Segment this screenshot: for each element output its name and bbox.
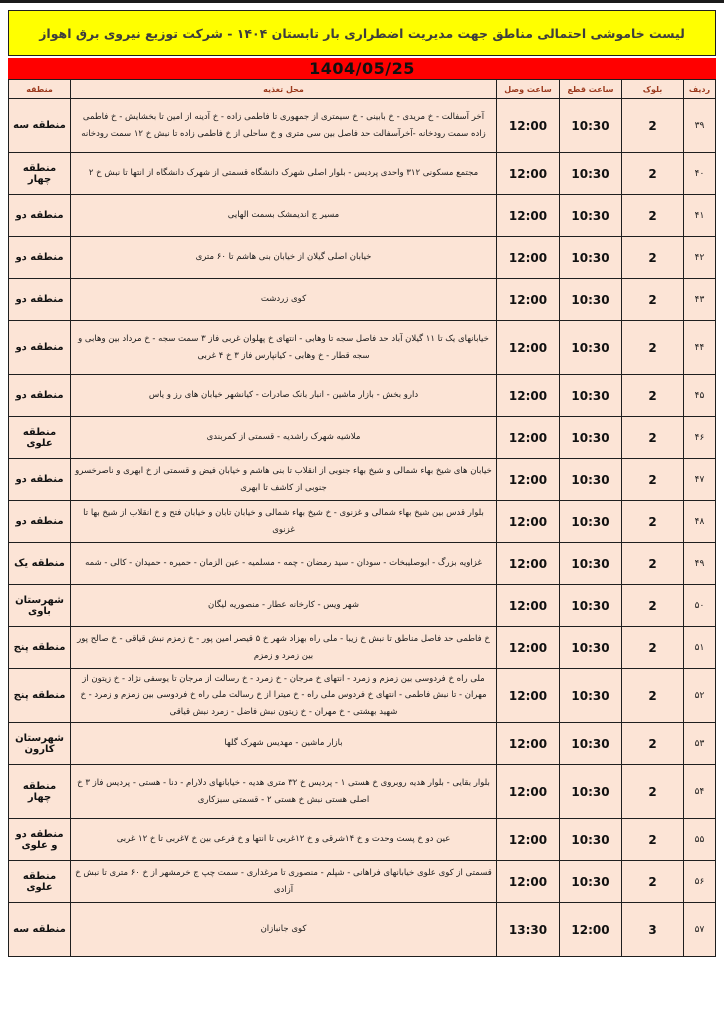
cell-cut-time: 10:30 — [560, 417, 622, 459]
table-row — [9, 279, 716, 321]
cell-restore-time: 12:00 — [497, 195, 560, 237]
cell-restore-time: 12:00 — [497, 375, 560, 417]
cell-row-number: ۵۴ — [684, 765, 716, 819]
cell-restore-time: 12:00 — [497, 459, 560, 501]
cell-region: منطقه پنج — [9, 627, 71, 669]
cell-block: 2 — [622, 723, 684, 765]
cell-row-number: ۴۷ — [684, 459, 716, 501]
cell-restore-time: 12:00 — [497, 669, 560, 723]
cell-row-number: ۴۱ — [684, 195, 716, 237]
cell-restore-time: 12:00 — [497, 585, 560, 627]
cell-region: منطقه یک — [9, 543, 71, 585]
cell-location: قسمتی از کوی علوی خیابانهای فراهانی - شپلم - منصوری تا مرغداری - سمت چپ ج خرمشهر از خ ۶۰ متری تا نبش خ آزادی — [71, 861, 497, 903]
cell-location: کوی جانبازان — [71, 903, 497, 957]
cell-block: 2 — [622, 459, 684, 501]
cell-location: مجتمع مسکونی ۳۱۲ واحدی پردیس - بلوار اصلی شهرک دانشگاه قسمتی از شهرک دانشگاه از انتها تا نبش خ ۲ — [71, 153, 497, 195]
cell-region: منطقه دو — [9, 459, 71, 501]
header-region: منطقه — [9, 80, 71, 99]
cell-region: منطقه دو — [9, 375, 71, 417]
table-row — [9, 723, 716, 765]
cell-location: مسیر ج اندیمشک بسمت الهایی — [71, 195, 497, 237]
cell-location: ملاشیه شهرک راشدیه - قسمتی از کمربندی — [71, 417, 497, 459]
cell-block: 2 — [622, 669, 684, 723]
cell-region: منطقه دو — [9, 195, 71, 237]
cell-region: منطقه علوی — [9, 417, 71, 459]
cell-restore-time: 12:00 — [497, 99, 560, 153]
cell-cut-time: 10:30 — [560, 153, 622, 195]
cell-restore-time: 13:30 — [497, 903, 560, 957]
cell-restore-time: 12:00 — [497, 279, 560, 321]
cell-row-number: ۵۵ — [684, 819, 716, 861]
cell-cut-time: 10:30 — [560, 543, 622, 585]
cell-block: 2 — [622, 627, 684, 669]
cell-location: خیابان اصلی گیلان از خیابان بنی هاشم تا ۶۰ متری — [71, 237, 497, 279]
header-restore-time: ساعت وصل — [497, 80, 560, 99]
cell-cut-time: 10:30 — [560, 669, 622, 723]
cell-block: 3 — [622, 903, 684, 957]
cell-block: 2 — [622, 585, 684, 627]
table-row — [9, 861, 716, 903]
cell-row-number: ۵۷ — [684, 903, 716, 957]
cell-location: بلوار قدس بین شیخ بهاء شمالی و غزنوی - خ شیخ بهاء شمالی و خیابان تابان و خیابان فتح و خ انقلاب از شیخ بها تا غزنوی — [71, 501, 497, 543]
cell-row-number: ۵۳ — [684, 723, 716, 765]
table-row — [9, 153, 716, 195]
cell-cut-time: 10:30 — [560, 585, 622, 627]
cell-cut-time: 10:30 — [560, 195, 622, 237]
cell-location: خ فاطمی حد فاصل مناطق تا نبش خ زیبا - ملی راه بهزاد شهر خ ۵ قیصر امین پور - خ زمزم نبش قیاقی - خ صالح پور بین زمرد و زمزم — [71, 627, 497, 669]
table-row — [9, 627, 716, 669]
cell-row-number: ۴۲ — [684, 237, 716, 279]
cell-row-number: ۴۰ — [684, 153, 716, 195]
cell-cut-time: 12:00 — [560, 903, 622, 957]
cell-restore-time: 12:00 — [497, 543, 560, 585]
cell-block: 2 — [622, 543, 684, 585]
cell-location: آخر آسفالت - خ مریدی - خ بابینی - خ سیمتری از جمهوری تا فاطمی زاده - خ آدینه از امین تا بخشایش - خ فاطمی زاده سمت رودخانه -آخرآسفالت حد فاصل بین سی متری و خ ساحلی از خ فاطمی زاده تا نبش خ ۱۲ سمت رودخانه — [71, 99, 497, 153]
cell-block: 2 — [622, 237, 684, 279]
cell-location: ملی راه خ فردوسی بین زمزم و زمرد - انتهای خ مرجان - خ زمرد - خ رسالت از مرجان تا یوسفی نژاد - خ زیتون از مهران - تا نبش فاطمی - انتهای خ فردوس ملی راه - خ میترا از خ رسالت ملی راه خ فردوسی بین زمزم و زمرد - خ شهید بهشتی - خ مهران - خ زیتون نبش فاضل - زمرد نبش قیاقی — [71, 669, 497, 723]
schedule-date: 1404/05/25 — [309, 59, 415, 78]
cell-restore-time: 12:00 — [497, 723, 560, 765]
cell-row-number: ۴۳ — [684, 279, 716, 321]
date-banner — [8, 58, 716, 79]
cell-location: خیابانهای یک تا ۱۱ گیلان آباد حد فاصل سجه تا وهابی - انتهای خ پهلوان غربی فاز ۳ سمت سجه - خ مرداد بین وهابی و سجه قطار - خ وهابی - کیانپارس فاز ۳ خ ۴ غربی — [71, 321, 497, 375]
cell-restore-time: 12:00 — [497, 237, 560, 279]
document-title-banner — [8, 10, 716, 56]
cell-row-number: ۴۹ — [684, 543, 716, 585]
table-row — [9, 819, 716, 861]
cell-location: خیابان های شیخ بهاء شمالی و شیخ بهاء جنوبی از انقلاب تا بنی هاشم و خیابان فیض و قسمتی از خ ابهری و ناصرخسرو جنوبی از کاشف تا ابهری — [71, 459, 497, 501]
cell-location: غزاویه بزرگ - ابوصلیبخات - سودان - سید رمضان - چمه - مسلمیه - عین الزمان - حمیره - حمیدان - کالی - شمه — [71, 543, 497, 585]
cell-location: بلوار بقایی - بلوار هدیه روبروی خ هستی ۱ - پردیس خ ۳۲ متری هدیه - خیابانهای دلارام - دنا - هستی - پردیس فاز ۳ خ اصلی هستی نبش خ هستی ۲ - قسمتی سبزکاری — [71, 765, 497, 819]
header-cut-time: ساعت قطع — [560, 80, 622, 99]
table-row — [9, 321, 716, 375]
cell-block: 2 — [622, 417, 684, 459]
table-row — [9, 543, 716, 585]
cell-row-number: ۵۶ — [684, 861, 716, 903]
cell-region: منطقه علوی — [9, 861, 71, 903]
cell-region: منطقه چهار — [9, 153, 71, 195]
cell-region: منطقه سه — [9, 903, 71, 957]
cell-cut-time: 10:30 — [560, 99, 622, 153]
cell-location: بازار ماشین - مهدیس شهرک گلها — [71, 723, 497, 765]
cell-cut-time: 10:30 — [560, 375, 622, 417]
cell-location: عین دو خ پست وحدت و خ ۱۴شرقی و خ ۱۲غربی تا انتها و خ فرعی بین خ ۷غربی تا خ ۱۲ غربی — [71, 819, 497, 861]
cell-region: منطقه دو — [9, 237, 71, 279]
table-row — [9, 375, 716, 417]
table-row — [9, 417, 716, 459]
table-row — [9, 585, 716, 627]
cell-block: 2 — [622, 501, 684, 543]
table-row — [9, 195, 716, 237]
table-row — [9, 459, 716, 501]
table-row — [9, 903, 716, 957]
cell-row-number: ۳۹ — [684, 99, 716, 153]
outage-table — [8, 79, 716, 957]
cell-row-number: ۴۵ — [684, 375, 716, 417]
outage-table-body — [9, 99, 716, 957]
cell-region: منطقه دو — [9, 501, 71, 543]
cell-cut-time: 10:30 — [560, 279, 622, 321]
table-row — [9, 765, 716, 819]
cell-cut-time: 10:30 — [560, 819, 622, 861]
table-row — [9, 99, 716, 153]
cell-row-number: ۴۸ — [684, 501, 716, 543]
cell-restore-time: 12:00 — [497, 627, 560, 669]
cell-row-number: ۵۲ — [684, 669, 716, 723]
cell-region: منطقه چهار — [9, 765, 71, 819]
cell-region: منطقه سه — [9, 99, 71, 153]
cell-cut-time: 10:30 — [560, 237, 622, 279]
cell-region: شهرستان کارون — [9, 723, 71, 765]
header-row-number: ردیف — [684, 80, 716, 99]
cell-restore-time: 12:00 — [497, 417, 560, 459]
table-row — [9, 237, 716, 279]
table-row — [9, 669, 716, 723]
document-title: لیست خاموشی احتمالی مناطق جهت مدیریت اضطراری بار تابستان ۱۴۰۴ - شرکت توزیع نیروی برق اهواز — [39, 25, 685, 41]
cell-region: منطقه پنج — [9, 669, 71, 723]
cell-region: منطقه دو و علوی — [9, 819, 71, 861]
cell-region: شهرستان باوی — [9, 585, 71, 627]
cell-region: منطقه دو — [9, 321, 71, 375]
cell-restore-time: 12:00 — [497, 861, 560, 903]
cell-cut-time: 10:30 — [560, 723, 622, 765]
cell-block: 2 — [622, 195, 684, 237]
header-block: بلوک — [622, 80, 684, 99]
cell-restore-time: 12:00 — [497, 819, 560, 861]
cell-row-number: ۴۶ — [684, 417, 716, 459]
header-location: محل تغذیه — [71, 80, 497, 99]
cell-block: 2 — [622, 375, 684, 417]
cell-row-number: ۴۴ — [684, 321, 716, 375]
table-header-row — [9, 80, 716, 99]
cell-location: شهر ویس - کارخانه عطار - منصوریه لیگان — [71, 585, 497, 627]
cell-cut-time: 10:30 — [560, 765, 622, 819]
cell-location: کوی زردشت — [71, 279, 497, 321]
cell-block: 2 — [622, 321, 684, 375]
cell-block: 2 — [622, 765, 684, 819]
cell-cut-time: 10:30 — [560, 501, 622, 543]
cell-restore-time: 12:00 — [497, 153, 560, 195]
cell-location: دارو بخش - بازار ماشین - انبار بانک صادرات - کیانشهر خیابان های رز و یاس — [71, 375, 497, 417]
cell-restore-time: 12:00 — [497, 321, 560, 375]
cell-block: 2 — [622, 819, 684, 861]
table-row — [9, 501, 716, 543]
cell-block: 2 — [622, 153, 684, 195]
cell-row-number: ۵۱ — [684, 627, 716, 669]
page-top-edge — [0, 0, 724, 3]
cell-block: 2 — [622, 99, 684, 153]
cell-restore-time: 12:00 — [497, 501, 560, 543]
cell-row-number: ۵۰ — [684, 585, 716, 627]
cell-cut-time: 10:30 — [560, 321, 622, 375]
cell-region: منطقه دو — [9, 279, 71, 321]
cell-block: 2 — [622, 861, 684, 903]
cell-cut-time: 10:30 — [560, 459, 622, 501]
cell-cut-time: 10:30 — [560, 627, 622, 669]
cell-block: 2 — [622, 279, 684, 321]
cell-restore-time: 12:00 — [497, 765, 560, 819]
cell-cut-time: 10:30 — [560, 861, 622, 903]
